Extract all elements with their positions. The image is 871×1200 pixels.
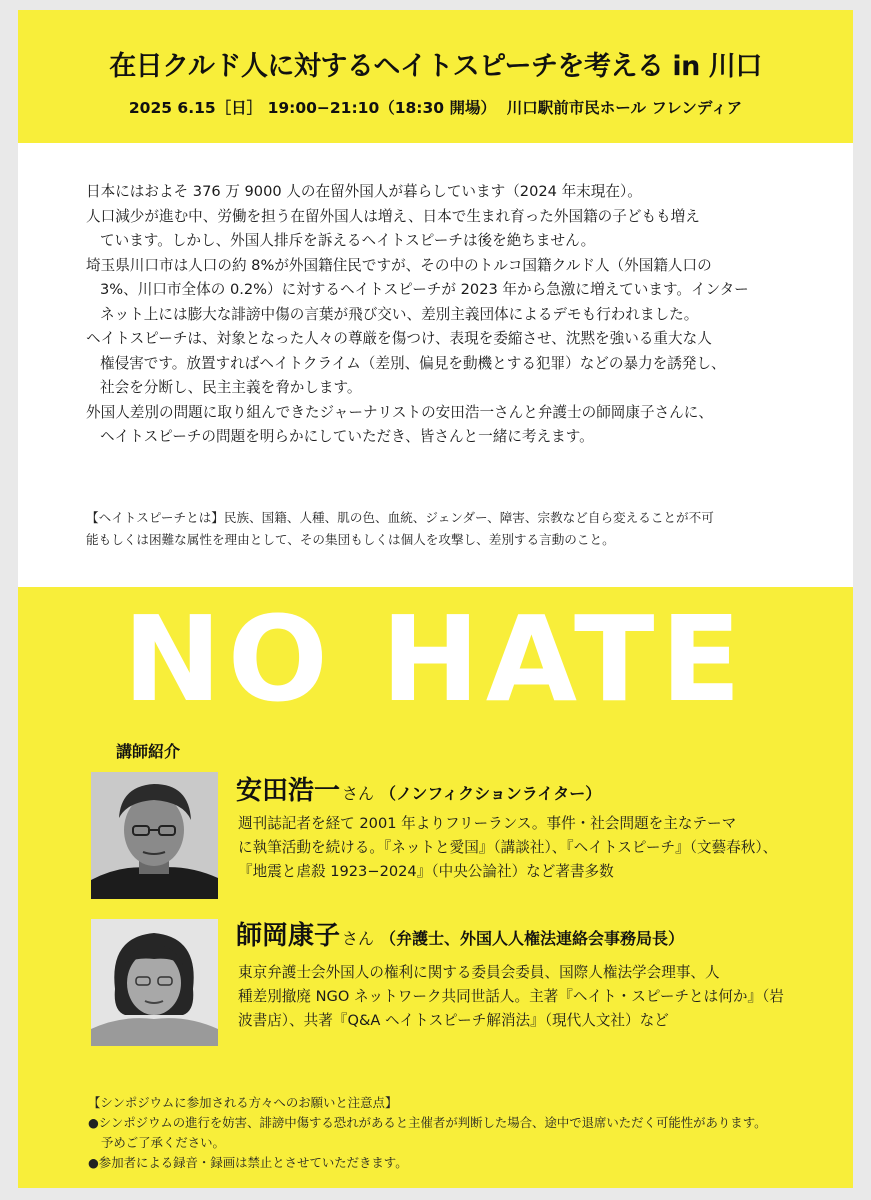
speakers-heading: 講師紹介 [116,742,181,761]
speaker-role: （ノンフィクションライター） [380,784,602,803]
notice-item: ●参加者による録音・録画は禁止とさせていただきます。 [88,1155,408,1170]
no-hate-text: NO HATE [122,590,748,727]
notice-item: 予めご了承ください。 [101,1135,225,1150]
portrait-man-icon [91,772,218,899]
intro-line: 人口減少が進む中、労働を担う在留外国人は増え、日本で生まれ育った外国籍の子どもも増え [86,207,700,225]
speaker-bio-yasuda [238,812,838,884]
intro-line: 権侵害です。放置すればヘイトクライム（差別、偏見を動機とする犯罪）などの暴力を誘発し、 [100,354,726,372]
intro-text [86,180,801,450]
definition-line: 能もしくは困難な属性を理由として、その集団もしくは個人を攻撃し、差別する言動のこと。 [86,532,615,547]
speaker-role: （弁護士、外国人人権法連絡会事務局長） [380,929,685,948]
bio-line: 波書店）、共著『Q&A ヘイトスピーチ解消法』（現代人文社）など [238,1012,669,1029]
intro-line: 埼玉県川口市は人口の約 8%が外国籍住民ですが、その中のトルコ国籍クルド人（外国籍人口の [86,256,712,274]
portrait-woman-icon [91,919,218,1046]
intro-line: 日本にはおよそ 376 万 9000 人の在留外国人が暮らしています（2024 年末現在）。 [86,183,642,200]
speaker-name: 師岡康子 [236,921,341,951]
speaker-honorific: さん [342,784,375,803]
intro-line: 社会を分断し、民主主義を脅かします。 [100,379,362,396]
event-date-venue: 2025 6.15［日］ 19:00−21:10（18:30 開場） 川口駅前市民ホール フレンディア [128,99,743,117]
bottom-band [18,587,853,1188]
speaker-name: 安田浩一 [236,776,341,806]
speaker-name-yasuda [236,770,601,807]
flyer-page [18,10,853,1188]
intro-line: ています。しかし、外国人排斥を訴えるヘイトスピーチは後を絶ちません。 [100,232,596,249]
event-title: 在日クルド人に対するヘイトスピーチを考える in 川口 [109,51,762,82]
intro-line: ヘイトスピーチの問題を明らかにしていただき、皆さんと一緒に考えます。 [100,428,594,445]
definition-line: 【ヘイトスピーチとは】民族、国籍、人種、肌の色、血統、ジェンダー、障害、宗教など自ら変えることが不可 [86,510,714,525]
notice-item: ●シンポジウムの進行を妨害、誹謗中傷する恐れがあると主催者が判断した場合、途中で退席いただく可能性があります。 [88,1115,767,1130]
bio-line: 東京弁護士会外国人の権利に関する委員会委員、国際人権法学会理事、人 [238,964,720,981]
intro-line: ネット上には膨大な誹謗中傷の言葉が飛び交い、差別主義団体によるデモも行われました。 [100,305,699,323]
intro-line: ヘイトスピーチは、対象となった人々の尊厳を傷つけ、表現を委縮させ、沈黙を強いる重大な人 [86,330,712,347]
bio-line: 種差別撤廃 NGO ネットワーク共同世話人。主著『ヘイト・スピーチとは何か』（岩 [238,988,784,1005]
bio-line: に執筆活動を続ける。『ネットと愛国』（講談社）、『ヘイトスピーチ』（文藝春秋）、 [238,839,778,856]
speaker-photo-morooka [91,919,218,1046]
speaker-honorific: さん [342,929,375,948]
bio-line: 週刊誌記者を経て 2001 年よりフリーランス。事件・社会問題を主なテーマ [238,815,737,832]
intro-line: 外国人差別の問題に取り組んできたジャーナリストの安田浩一さんと弁護士の師岡康子さんに、 [86,403,713,421]
no-hate-banner [18,587,853,727]
speaker-name-morooka [236,915,684,952]
speaker-photo-yasuda [91,772,218,899]
notice-heading: 【シンポジウムに参加される方々へのお願いと注意点】 [88,1095,398,1110]
header-band [18,10,853,143]
intro-line: 3%、川口市全体の 0.2%）に対するヘイトスピーチが 2023 年から急激に増えています。インター [100,281,749,298]
bio-line: 『地震と虐殺 1923−2024』（中央公論社）など著書多数 [238,863,614,880]
speaker-bio-morooka [238,961,838,1033]
hate-speech-definition [86,507,801,551]
attendee-notice [88,1093,828,1173]
